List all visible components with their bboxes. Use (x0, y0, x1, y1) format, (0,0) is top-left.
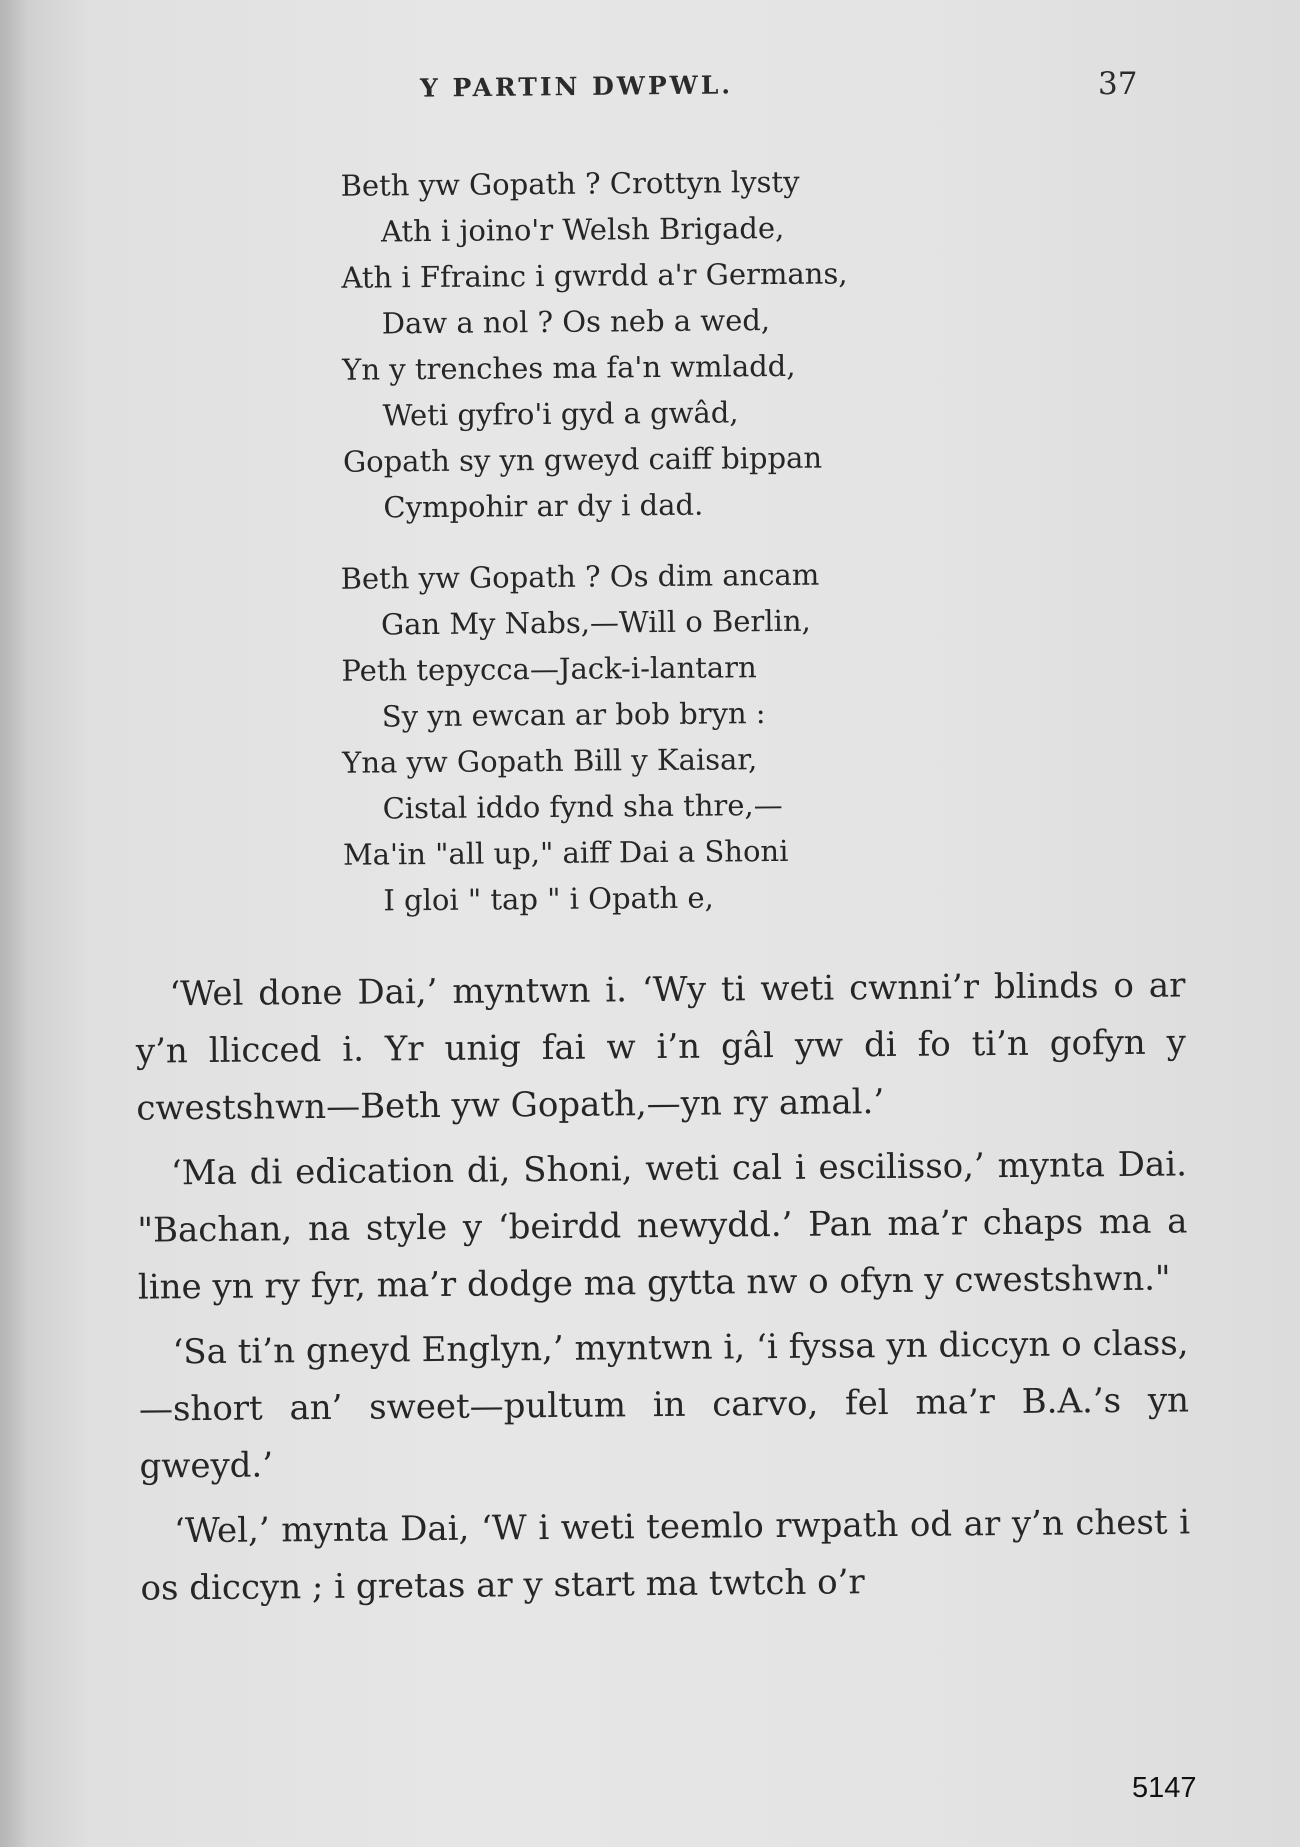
poem-stanza-1 (340, 157, 983, 531)
verse-line: Ma'in "all up," aiff Dai a Shoni (342, 833, 789, 872)
prose-paragraph: ‘Wel done Dai,’ myntwn i. ‘Wy ti weti cwnni’r blinds o ar y’n llicced i. Yr unig fai w i’n gâl yw di fo ti’n gofyn y cwestshwn—Beth yw Gopath,—yn ry amal.’ (135, 965, 1187, 1129)
poem-stanza-2 (340, 550, 983, 924)
prose-body (135, 957, 1191, 1625)
verse-line: Beth yw Gopath ? Os dim ancam (340, 557, 820, 596)
verse-line: Peth tepycca—Jack-i-lantarn (341, 650, 757, 688)
catalog-number: 5147 (1132, 1772, 1197, 1804)
verse-line: Gopath sy yn gweyd caiff bippan (342, 440, 823, 479)
verse-line: I gloi " tap " i Opath e, (383, 880, 714, 918)
verse-line: Weti gyfro'i gyd a gwâd, (382, 395, 739, 433)
verse-line: Gan My Nabs,—Will o Berlin, (380, 603, 811, 642)
verse-line: Sy yn ewcan ar bob bryn : (381, 696, 766, 734)
verse-line: Cympohir ar dy i dad. (383, 487, 704, 525)
binding-shadow (0, 0, 28, 1847)
verse-line: Yn y trenches ma fa'n wmladd, (342, 348, 796, 387)
verse-line: Cistal iddo fynd sha thre,— (382, 787, 783, 826)
prose-paragraph: ‘Wel,’ mynta Dai, ‘W i weti teemlo rwpath od ar y’n chest i os diccyn ; i gretas ar y start ma twtch o’r (140, 1502, 1191, 1609)
verse-line: Yna yw Gopath Bill y Kaisar, (342, 742, 758, 780)
page-number: 37 (1098, 66, 1138, 102)
verse-line: Daw a nol ? Os neb a wed, (381, 303, 771, 341)
verse-line: Ath i Ffrainc i gwrdd a'r Germans, (341, 256, 848, 295)
prose-paragraph: ‘Sa ti’n gneyd Englyn,’ myntwn i, ‘i fyssa yn diccyn o class,—short an’ sweet—pultum in carvo, fel ma’r B.A.’s yn gweyd.’ (138, 1323, 1190, 1487)
verse-line: Ath i joino'r Welsh Brigade, (380, 210, 785, 249)
verse-line: Beth yw Gopath ? Crottyn lysty (340, 164, 800, 203)
prose-paragraph: ‘Ma di edication di, Shoni, weti cal i escilisso,’ mynta Dai. "Bachan, na style y ‘beirdd newydd.’ Pan ma’r chaps ma a line yn ry fyr, ma’r dodge ma gytta nw o ofyn y cwestshwn." (137, 1144, 1188, 1308)
running-title: Y PARTIN DWPWL. (419, 70, 734, 103)
